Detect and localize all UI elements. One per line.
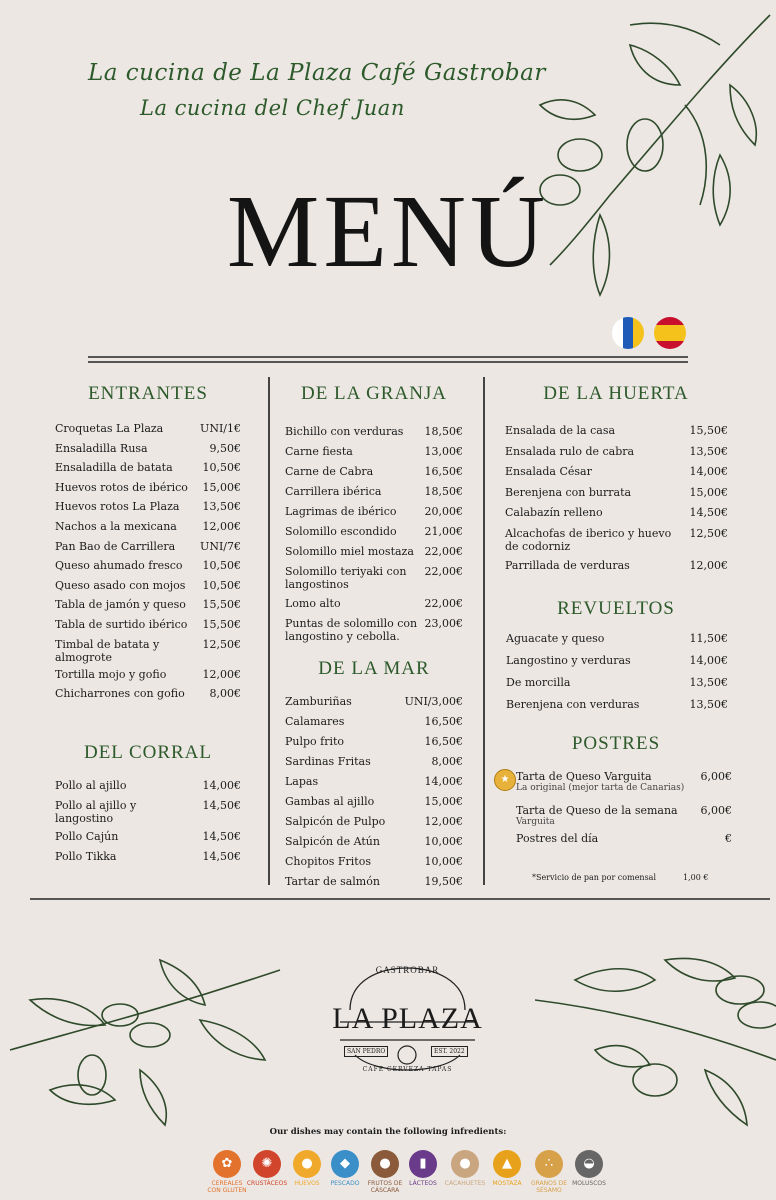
item-name: Tarta de Queso de la semana bbox=[516, 804, 678, 817]
menu-item bbox=[55, 779, 241, 799]
item-price: 15,50€ bbox=[689, 424, 728, 437]
section-title-revueltos: REVUELTOS bbox=[557, 598, 675, 619]
menu-item bbox=[55, 559, 241, 579]
item-name: Carrillera ibérica bbox=[285, 485, 382, 498]
tagline-1: La cucina de La Plaza Café Gastrobar bbox=[88, 60, 546, 86]
item-name: Ensalada César bbox=[505, 465, 592, 478]
spain-flag-icon[interactable] bbox=[654, 317, 686, 349]
item-price: 22,00€ bbox=[424, 545, 463, 558]
item-price: 14,50€ bbox=[689, 506, 728, 519]
item-name: Berenjena con burrata bbox=[505, 485, 632, 499]
item-price: 16,50€ bbox=[424, 465, 463, 478]
item-price: 14,00€ bbox=[424, 775, 463, 788]
section-title-granja: DE LA GRANJA bbox=[300, 383, 448, 404]
item-name: Queso asado con mojos bbox=[55, 578, 186, 592]
item-name: Sardinas Fritas bbox=[285, 755, 371, 768]
item-price: 12,00€ bbox=[202, 519, 241, 533]
menu-item bbox=[55, 687, 241, 707]
menu-item bbox=[505, 486, 728, 507]
item-name: Lomo alto bbox=[285, 597, 341, 610]
item-price: 18,50€ bbox=[424, 485, 463, 498]
item-name: Solomillo miel mostaza bbox=[285, 545, 414, 558]
menu-item bbox=[506, 654, 728, 676]
section-title-entrantes: ENTRANTES bbox=[88, 383, 208, 404]
item-price: 22,00€ bbox=[424, 565, 463, 578]
menu-item bbox=[55, 850, 241, 870]
huerta-list bbox=[505, 424, 728, 579]
menu-item bbox=[516, 770, 732, 783]
bread-note: *Servicio de pan por comensal bbox=[532, 873, 657, 882]
item-name: Queso ahumado fresco bbox=[55, 559, 183, 573]
menu-item bbox=[55, 520, 241, 540]
section-title-mar: DE LA MAR bbox=[318, 658, 430, 679]
item-price: UNI/1€ bbox=[200, 422, 241, 435]
item-note: La original (mejor tarta de Canarias) bbox=[516, 783, 685, 793]
canarias-flag-icon[interactable] bbox=[612, 317, 644, 349]
menu-item bbox=[285, 545, 463, 565]
item-name: Tortilla mojo y gofio bbox=[55, 667, 167, 681]
item-name: Tarta de Queso Varguita bbox=[516, 770, 652, 783]
menu-item bbox=[55, 579, 241, 599]
mustard-icon: ▲ bbox=[493, 1150, 521, 1178]
item-price: 13,50€ bbox=[689, 676, 728, 689]
menu-item bbox=[516, 832, 732, 845]
menu-item bbox=[285, 855, 463, 875]
postres-list bbox=[516, 770, 732, 854]
item-name: Ensaladilla Rusa bbox=[55, 441, 148, 455]
item-name: Solomillo teriyaki con langostinos bbox=[285, 565, 407, 591]
allergen-huevos: ● HUEVOS bbox=[285, 1150, 329, 1187]
menu-item bbox=[55, 481, 241, 501]
item-name: Croquetas La Plaza bbox=[55, 422, 164, 435]
allergen-crustaceos: ✺ CRUSTÁCEOS bbox=[245, 1150, 289, 1187]
menu-item bbox=[285, 597, 463, 617]
menu-item bbox=[506, 632, 728, 654]
section-title-huerta: DE LA HUERTA bbox=[543, 383, 689, 404]
item-price: € bbox=[725, 832, 732, 845]
menu-item bbox=[285, 875, 463, 895]
header-rule-2 bbox=[88, 361, 688, 363]
item-price: 14,50€ bbox=[202, 830, 241, 843]
item-name: Carne de Cabra bbox=[285, 465, 374, 478]
item-name: Tartar de salmón bbox=[285, 875, 380, 888]
menu-item bbox=[55, 461, 241, 481]
item-price: 10,50€ bbox=[202, 461, 241, 475]
item-name: Pollo Tikka bbox=[55, 850, 117, 863]
item-price: 13,00€ bbox=[424, 445, 463, 458]
item-name: Gambas al ajillo bbox=[285, 795, 375, 808]
item-price: 13,50€ bbox=[202, 500, 241, 514]
item-price: 12,50€ bbox=[202, 637, 241, 651]
menu-item bbox=[55, 598, 241, 618]
menu-item bbox=[55, 799, 241, 830]
allergen-mostaza: ▲ MOSTAZA bbox=[485, 1150, 529, 1187]
menu-item bbox=[285, 795, 463, 815]
item-price: 20,00€ bbox=[424, 505, 463, 518]
shell-icon: ◒ bbox=[575, 1150, 603, 1178]
menu-item bbox=[285, 755, 463, 775]
mar-list bbox=[285, 695, 463, 895]
fish-icon: ◆ bbox=[331, 1150, 359, 1178]
menu-item bbox=[505, 424, 728, 445]
item-price: 14,00€ bbox=[202, 779, 241, 792]
menu-item bbox=[285, 735, 463, 755]
page-title: MENÚ bbox=[226, 174, 550, 289]
item-name: Ensalada rulo de cabra bbox=[505, 444, 635, 458]
item-price: 22,00€ bbox=[424, 597, 463, 610]
item-name: Postres del día bbox=[516, 832, 599, 845]
item-name: Pollo Cajún bbox=[55, 830, 119, 843]
allergen-moluscos: ◒ MOLUSCOS bbox=[567, 1150, 611, 1187]
item-name: Pollo al ajillo y langostino bbox=[55, 799, 137, 825]
menu-item bbox=[285, 815, 463, 835]
award-medal-icon: ★ bbox=[494, 769, 516, 791]
la-plaza-logo: GASTROBAR LA PLAZA SAN PEDRO EST. 2022 CAFE CERVEZA TAPAS bbox=[332, 965, 483, 1073]
menu-item bbox=[285, 525, 463, 545]
allergen-sesamo: ∴ GRANOS DE SÉSAMO bbox=[527, 1150, 571, 1194]
menu-item bbox=[285, 485, 463, 505]
item-name: Zamburiñas bbox=[285, 695, 352, 708]
corral-list bbox=[55, 779, 241, 870]
item-price: 10,50€ bbox=[202, 559, 241, 573]
item-price: 19,50€ bbox=[424, 875, 463, 888]
item-price: 9,50€ bbox=[209, 441, 241, 455]
column-divider-1 bbox=[268, 377, 270, 885]
item-price: 10,00€ bbox=[424, 835, 463, 848]
footer-rule bbox=[30, 898, 770, 900]
item-price: 14,00€ bbox=[689, 465, 728, 478]
item-price: 12,00€ bbox=[689, 558, 728, 572]
item-name: Bichillo con verduras bbox=[285, 425, 404, 438]
item-name: Chicharrones con gofio bbox=[55, 687, 185, 701]
menu-item bbox=[505, 506, 728, 527]
menu-item bbox=[285, 695, 463, 715]
menu-item bbox=[505, 559, 728, 579]
wheat-icon: ✿ bbox=[213, 1150, 241, 1178]
menu-item bbox=[55, 830, 241, 850]
item-name: Aguacate y queso bbox=[506, 632, 605, 645]
item-price: 15,50€ bbox=[202, 598, 241, 612]
menu-item bbox=[285, 505, 463, 525]
item-price: 10,50€ bbox=[202, 578, 241, 592]
allergen-pescado: ◆ PESCADO bbox=[323, 1150, 367, 1187]
menu-item bbox=[55, 442, 241, 462]
item-name: Nachos a la mexicana bbox=[55, 519, 177, 533]
olive-branch-bottom-right bbox=[535, 940, 776, 1140]
menu-item bbox=[55, 638, 241, 668]
milk-icon: ▮ bbox=[409, 1150, 437, 1178]
item-name: Parrillada de verduras bbox=[505, 558, 630, 572]
item-price: UNI/3,00€ bbox=[404, 695, 463, 708]
bread-price: 1,00 € bbox=[683, 873, 709, 882]
menu-item bbox=[285, 445, 463, 465]
item-name: Pollo al ajillo bbox=[55, 779, 127, 792]
item-price: 14,00€ bbox=[689, 654, 728, 667]
item-name: Berenjena con verduras bbox=[506, 698, 640, 711]
item-price: 8,00€ bbox=[431, 755, 463, 768]
item-price: 15,00€ bbox=[689, 485, 728, 499]
item-price: 16,50€ bbox=[424, 715, 463, 728]
item-name: Solomillo escondido bbox=[285, 525, 397, 538]
item-price: 6,00€ bbox=[700, 804, 732, 817]
menu-item bbox=[285, 715, 463, 735]
section-title-corral: DEL CORRAL bbox=[83, 742, 213, 763]
item-price: 10,00€ bbox=[424, 855, 463, 868]
item-price: 6,00€ bbox=[700, 770, 732, 783]
nut-icon: ● bbox=[371, 1150, 399, 1178]
allergen-frutos: ● FRUTOS DE CÁSCARA bbox=[363, 1150, 407, 1194]
allergen-row bbox=[205, 1150, 625, 1198]
menu-item bbox=[516, 804, 732, 817]
menu-item bbox=[55, 540, 241, 560]
menu-item bbox=[285, 565, 463, 597]
olive-branch-bottom-left bbox=[0, 940, 290, 1130]
menu-item bbox=[505, 465, 728, 486]
item-name: Ensalada de la casa bbox=[505, 424, 616, 437]
item-name: Salpicón de Atún bbox=[285, 835, 380, 848]
allergen-cacahuetes: ● CACAHUETES bbox=[443, 1150, 487, 1187]
item-price: 12,00€ bbox=[202, 667, 241, 681]
allergen-intro: Our dishes may contain the following infredients: bbox=[269, 1127, 507, 1137]
item-price: 14,50€ bbox=[202, 850, 241, 863]
item-price: 13,50€ bbox=[689, 444, 728, 458]
item-name: Salpicón de Pulpo bbox=[285, 815, 386, 828]
item-name: Chopitos Fritos bbox=[285, 855, 371, 868]
entrantes-list bbox=[55, 422, 241, 707]
item-price: 16,50€ bbox=[424, 735, 463, 748]
menu-item bbox=[55, 618, 241, 638]
item-price: 11,50€ bbox=[689, 632, 728, 645]
item-price: 21,00€ bbox=[424, 525, 463, 538]
item-note: Varguita bbox=[516, 817, 555, 827]
item-name: Calamares bbox=[285, 715, 345, 728]
allergen-gluten: ✿ CEREALES CON GLUTEN bbox=[205, 1150, 249, 1194]
item-name: Tabla de surtido ibérico bbox=[55, 617, 188, 631]
menu-item bbox=[285, 775, 463, 795]
item-name: Pan Bao de Carrillera bbox=[55, 539, 176, 553]
sesame-icon: ∴ bbox=[535, 1150, 563, 1178]
section-title-postres: POSTRES bbox=[571, 733, 661, 754]
item-price: 8,00€ bbox=[209, 687, 241, 701]
menu-item bbox=[285, 465, 463, 485]
header-rule bbox=[88, 356, 688, 358]
egg-icon: ● bbox=[293, 1150, 321, 1178]
crab-icon: ✺ bbox=[253, 1150, 281, 1178]
item-name: Huevos rotos La Plaza bbox=[55, 500, 180, 514]
item-price: 12,50€ bbox=[689, 526, 728, 540]
item-name: Lapas bbox=[285, 775, 319, 788]
item-price: UNI/7€ bbox=[200, 539, 241, 553]
item-name: Pulpo frito bbox=[285, 735, 345, 748]
item-name: Timbal de batata y almogrote bbox=[55, 637, 160, 664]
peanut-icon: ● bbox=[451, 1150, 479, 1178]
item-price: 15,00€ bbox=[424, 795, 463, 808]
item-name: Huevos rotos de ibérico bbox=[55, 480, 188, 494]
menu-item bbox=[55, 422, 241, 442]
item-price: 14,50€ bbox=[202, 799, 241, 812]
column-divider-2 bbox=[483, 377, 485, 885]
item-name: Tabla de jamón y queso bbox=[55, 598, 186, 612]
menu-item bbox=[505, 445, 728, 466]
item-name: Lagrimas de ibérico bbox=[285, 505, 397, 518]
item-name: Alcachofas de iberico y huevo de codorniz bbox=[505, 526, 672, 553]
menu-item bbox=[506, 698, 728, 720]
menu-item bbox=[285, 835, 463, 855]
menu-item bbox=[285, 617, 463, 647]
item-price: 15,50€ bbox=[202, 617, 241, 631]
menu-item bbox=[55, 668, 241, 688]
item-price: 13,50€ bbox=[689, 698, 728, 711]
menu-item bbox=[506, 676, 728, 698]
item-price: 15,00€ bbox=[202, 480, 241, 494]
menu-item bbox=[505, 527, 728, 559]
item-price: 18,50€ bbox=[424, 425, 463, 438]
item-name: De morcilla bbox=[506, 676, 571, 689]
revueltos-list bbox=[506, 632, 728, 720]
menu-item bbox=[55, 500, 241, 520]
menu-item bbox=[285, 425, 463, 445]
item-name: Puntas de solomillo con langostino y cebolla. bbox=[285, 617, 418, 643]
item-price: 23,00€ bbox=[424, 617, 463, 630]
item-name: Carne fiesta bbox=[285, 445, 353, 458]
granja-list bbox=[285, 425, 463, 647]
allergen-lacteos: ▮ LÁCTEOS bbox=[401, 1150, 445, 1187]
tagline-2: La cucina del Chef Juan bbox=[140, 96, 405, 120]
item-name: Ensaladilla de batata bbox=[55, 461, 173, 475]
item-price: 12,00€ bbox=[424, 815, 463, 828]
item-name: Calabazín relleno bbox=[505, 506, 603, 519]
item-name: Langostino y verduras bbox=[506, 654, 631, 667]
